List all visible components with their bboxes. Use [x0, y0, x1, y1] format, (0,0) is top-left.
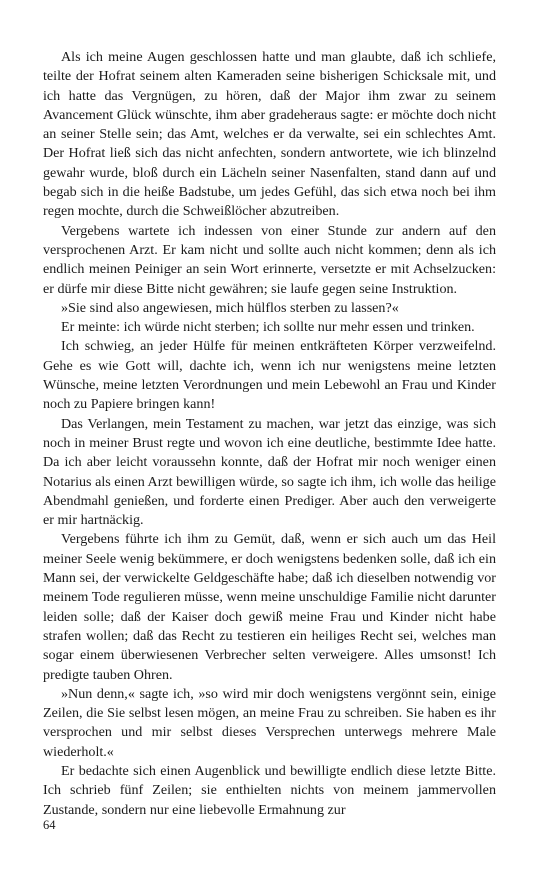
body-text	[43, 48, 496, 820]
paragraph-2: Vergebens wartete ich indessen von einer Stunde zur andern auf den versprochenen Arzt. Er kam nicht und sollte auch nicht kommen; denn als ich endlich meinen Peiniger an sein Wort erinnerte, versetzte er mit Achselzucken: er dürfe mir diese Bitte nicht gewähren; sie laufe gegen seine Instruktion.	[43, 222, 496, 297]
paragraph-4: Er meinte: ich würde nicht sterben; ich sollte nur mehr essen und trinken.	[61, 319, 475, 336]
paragraph-6: Das Verlangen, mein Testament zu machen, war jetzt das einzige, was sich noch in meiner Brust regte und wovon ich eine deutliche, bestimmte Idee hatte. Da ich aber leicht voraussehn konnte, daß der Hofrat mir noch weniger einen Notarius als einen Arzt bewilligen würde, so sagte ich ihm, ich wolle das heilige Abendmahl genießen, und forderte einen Prediger. Aber auch den verweigerte er mir hartnäckig.	[43, 415, 496, 529]
paragraph-5: Ich schwieg, an jeder Hülfe für meinen entkräfteten Körper verzweifelnd. Gehe es wie Gott will, dachte ich, wenn ich nur wenigstens meine letzten Wünsche, meine letzten Verordnungen und mein Lebewohl an Frau und Kinder noch zu Papiere bringen kann!	[43, 338, 496, 413]
page-number: 64	[43, 818, 56, 832]
paragraph-7: Vergebens führte ich ihm zu Gemüt, daß, wenn er sich auch um das Heil meiner Seele wenig bekümmere, er doch wenigstens bedenken solle, daß ich ein Mann sei, der verwickelte Geldgeschäfte habe; daß ich dieselben notwendig vor meinem Tode regulieren müsse, wenn meine unschuldige Familie nicht darunter leiden solle; daß der Kaiser doch gewiß meine Frau und Kinder nicht habe strafen wollen; daß das Recht zu testieren ein heiliges Recht sei, welches man sogar einem überwiesenen Verbrecher selten verweigere. Alles umsonst! Ich predigte tauben Ohren.	[43, 531, 496, 683]
paragraph-3: »Sie sind also angewiesen, mich hülflos sterben zu lassen?«	[61, 299, 399, 316]
paragraph-9: Er bedachte sich einen Augenblick und bewilligte endlich diese letzte Bitte. Ich schrieb fünf Zeilen; sie enthielten nichts von meinem jammervollen Zustande, sondern nur eine liebevolle Ermahnung zur	[43, 762, 496, 818]
paragraph-1: Als ich meine Augen geschlossen hatte und man glaubte, daß ich schliefe, teilte der Hofrat seinem alten Kameraden seine bisherigen Schicksale mit, und ich hatte das Vergnügen, zu hören, daß der Major ihm zwar zu seinem Avancement Glück wünschte, ihm aber gradeheraus sagte: er möchte doch nicht an seiner Stelle sein; das Amt, welches er da verwalte, sei ein schlechtes Amt. Der Hofrat ließ sich das nicht anfechten, sondern antwortete, wie ich blinzelnd gewahr wurde, bloß durch ein Lächeln seiner Nasenfalten, stand dann auf und begab sich in die heiße Badstube, um jedes Gefühl, das sich etwa noch bei ihm regen mochte, durch die Schweißlöcher abzutreiben.	[43, 49, 496, 220]
paragraph-8: »Nun denn,« sagte ich, »so wird mir doch wenigstens vergönnt sein, einige Zeilen, die Sie selbst lesen mögen, an meine Frau zu schreiben. Sie haben es ihr versprochen und mir selbst dieses Versprechen unterwegs mehrere Male wiederholt.«	[43, 685, 496, 760]
book-page	[43, 48, 496, 820]
